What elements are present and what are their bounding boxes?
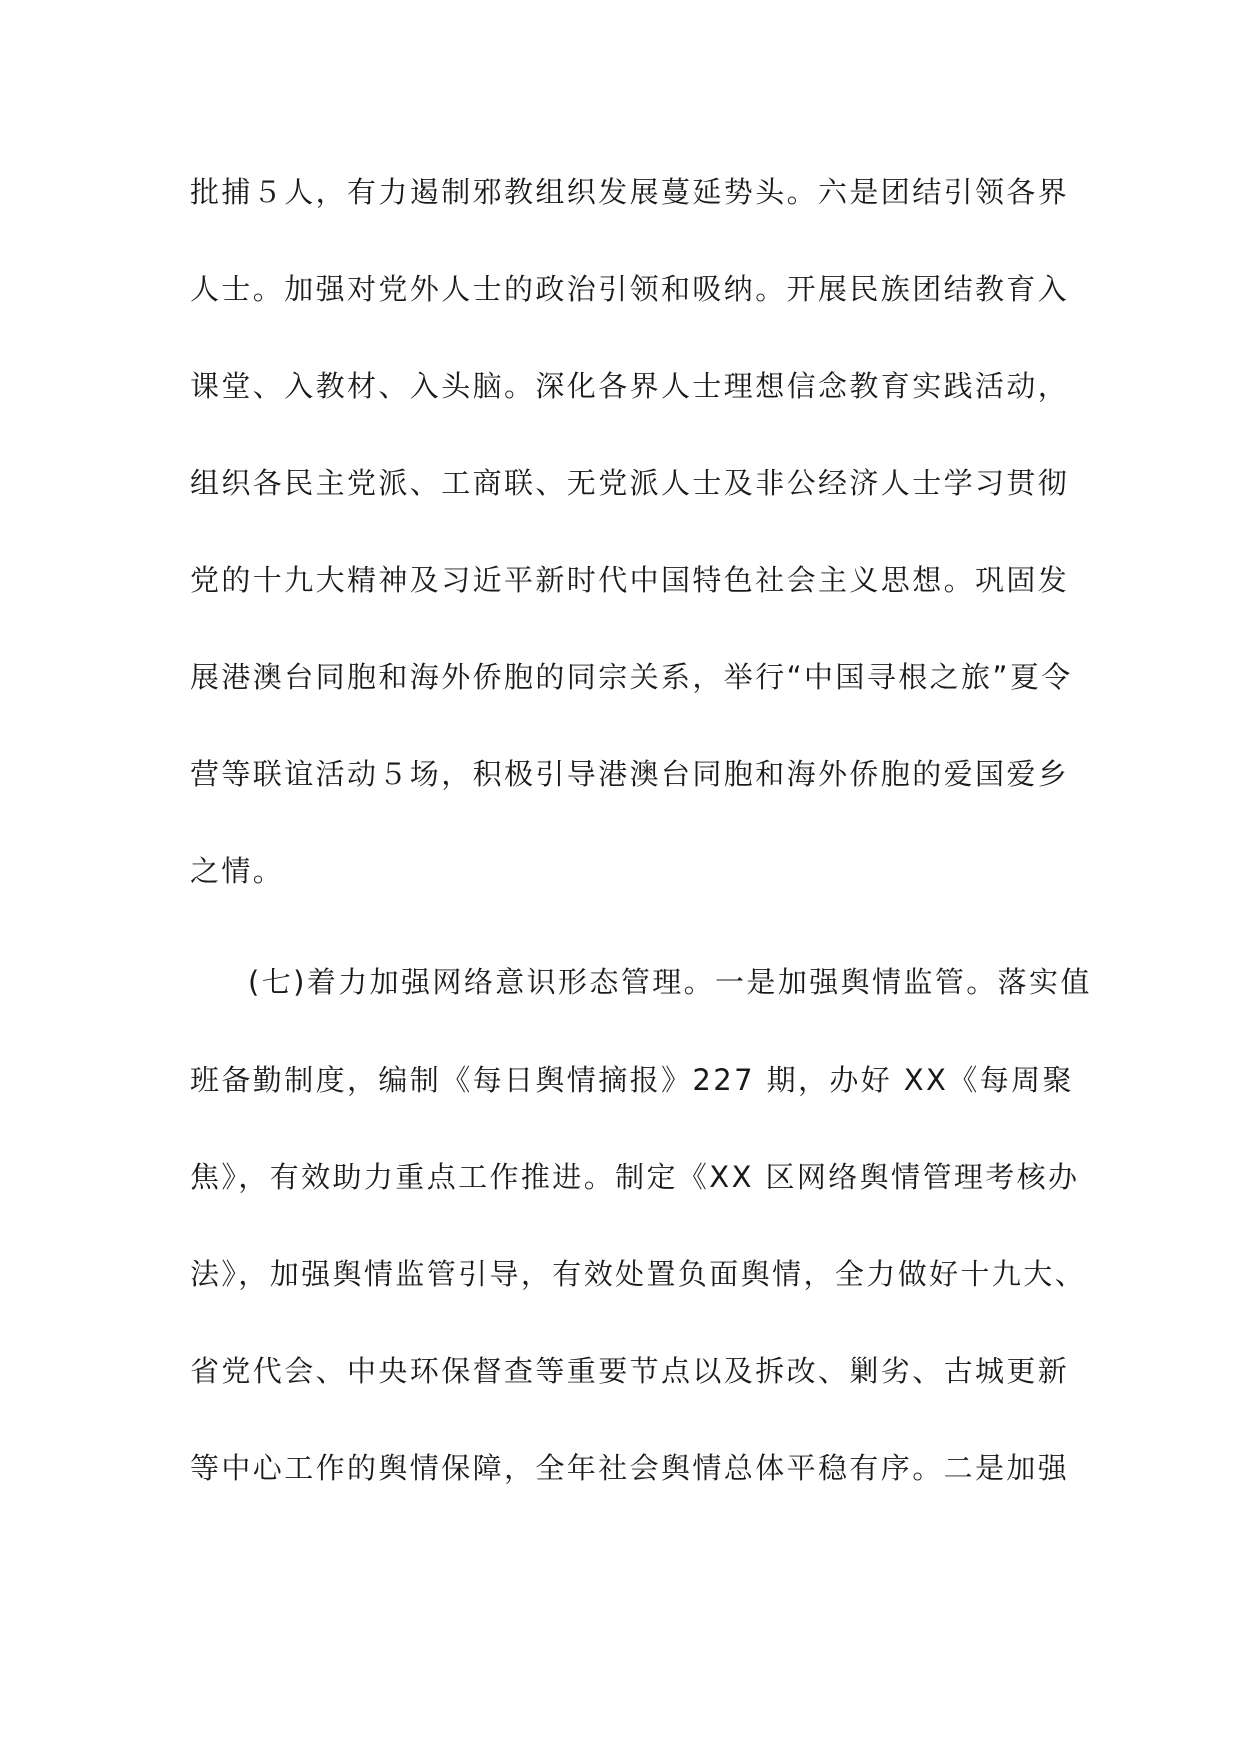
text-line: 班备勤制度，编制《每日舆情摘报》227 期，办好 XX《每周聚	[190, 1063, 1074, 1097]
text-line: 营等联谊活动５场，积极引导港澳台同胞和海外侨胞的爱国爱乡	[190, 757, 1070, 791]
text-line: 党的十九大精神及习近平新时代中国特色社会主义思想。巩固发	[190, 563, 1070, 597]
text-line: 焦》，有效助力重点工作推进。制定《XX 区网络舆情管理考核办	[190, 1160, 1080, 1194]
text-line: 省党代会、中央环保督查等重要节点以及拆改、剿劣、古城更新	[190, 1354, 1070, 1388]
text-line: 人士。加强对党外人士的政治引领和吸纳。开展民族团结教育入	[190, 272, 1070, 306]
text-line: 之情。	[190, 854, 285, 888]
text-line: 课堂、入教材、入头脑。深化各界人士理想信念教育实践活动，	[190, 369, 1070, 403]
text-line: 批捕５人，有力遏制邪教组织发展蔓延势头。六是团结引领各界	[190, 175, 1070, 209]
text-line: 展港澳台同胞和海外侨胞的同宗关系，举行“中国寻根之旅”夏令	[190, 660, 1073, 694]
text-line: 等中心工作的舆情保障，全年社会舆情总体平稳有序。二是加强	[190, 1451, 1070, 1485]
section-heading-line: (七)着力加强网络意识形态管理。一是加强舆情监管。落实值	[248, 965, 1092, 999]
text-line: 法》，加强舆情监管引导，有效处置负面舆情，全力做好十九大、	[190, 1257, 1087, 1291]
text-line: 组织各民主党派、工商联、无党派人士及非公经济人士学习贯彻	[190, 466, 1070, 500]
